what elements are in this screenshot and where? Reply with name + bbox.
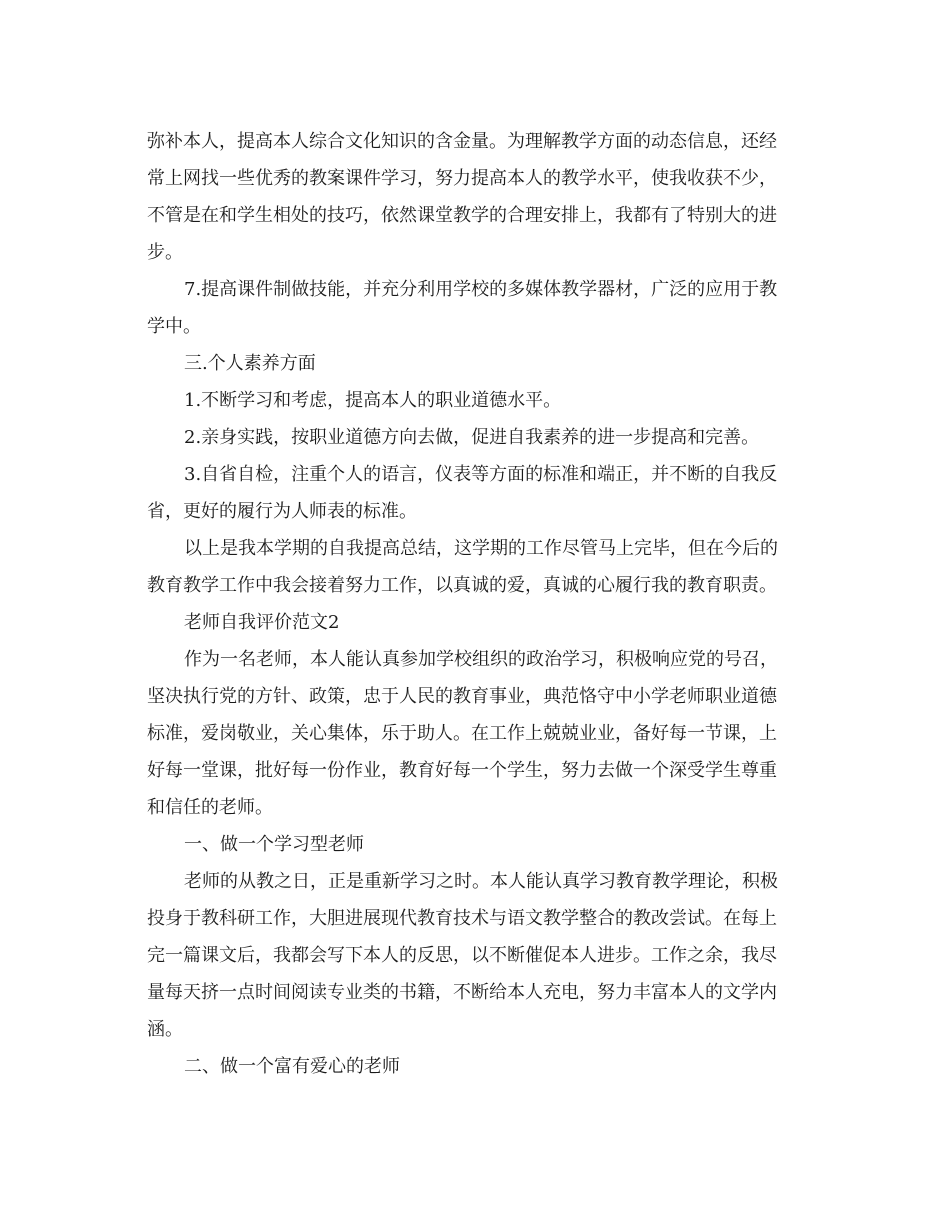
- body-text-line: 完一篇课文后，我都会写下本人的反思，以不断催促本人进步。工作之余，我尽: [147, 945, 777, 966]
- section-heading: 一、做一个学习型老师: [184, 834, 364, 855]
- body-text-line: 投身于教科研工作，大胆进展现代教育技术与语文教学整合的教改尝试。在每上: [147, 908, 777, 929]
- list-item-line: 2.亲身实践，按职业道德方向去做，促进自我素养的进一步提高和完善。: [184, 427, 760, 448]
- body-text-line: 以上是我本学期的自我提高总结，这学期的工作尽管马上完毕，但在今后的: [184, 538, 778, 559]
- body-text-line: 不管是在和学生相处的技巧，依然课堂教学的合理安排上，我都有了特别大的进: [147, 205, 777, 226]
- body-text-line: 步。: [147, 242, 183, 263]
- body-text-line: 和信任的老师。: [147, 797, 273, 818]
- body-text-line: 省，更好的履行为人师表的标准。: [147, 501, 417, 522]
- body-text-line: 作为一名老师，本人能认真参加学校组织的政治学习，积极响应党的号召，: [184, 649, 778, 670]
- body-text-line: 教育教学工作中我会接着努力工作，以真诚的爱，真诚的心履行我的教育职责。: [147, 575, 777, 596]
- body-text-line: 坚决执行党的方针、政策，忠于人民的教育事业，典范恪守中小学老师职业道德: [147, 686, 777, 707]
- list-item-line: 3.自省自检，注重个人的语言，仪表等方面的标准和端正，并不断的自我反: [184, 464, 778, 485]
- body-text-line: 涵。: [147, 1019, 183, 1040]
- section-heading: 三.个人素养方面: [184, 353, 316, 374]
- body-text-line: 量每天挤一点时间阅读专业类的书籍，不断给本人充电，努力丰富本人的文学内: [147, 982, 777, 1003]
- list-item-line: 7.提高课件制做技能，并充分利用学校的多媒体教学器材，广泛的应用于教: [184, 279, 778, 300]
- body-text-line: 学中。: [147, 316, 201, 337]
- body-text-line: 老师的从教之日，正是重新学习之时。本人能认真学习教育教学理论，积极: [184, 871, 778, 892]
- list-item-line: 1.不断学习和考虑，提高本人的职业道德水平。: [184, 390, 562, 411]
- body-text-line: 好每一堂课，批好每一份作业，教育好每一个学生，努力去做一个深受学生尊重: [147, 760, 777, 781]
- section-heading: 二、做一个富有爱心的老师: [184, 1056, 400, 1077]
- body-text-line: 常上网找一些优秀的教案课件学习，努力提高本人的教学水平，使我收获不少，: [147, 168, 777, 189]
- section-heading: 老师自我评价范文2: [184, 612, 340, 633]
- body-text-line: 弥补本人，提高本人综合文化知识的含金量。为理解教学方面的动态信息，还经: [147, 131, 777, 152]
- body-text-line: 标准，爱岗敬业，关心集体，乐于助人。在工作上兢兢业业，备好每一节课，上: [147, 723, 777, 744]
